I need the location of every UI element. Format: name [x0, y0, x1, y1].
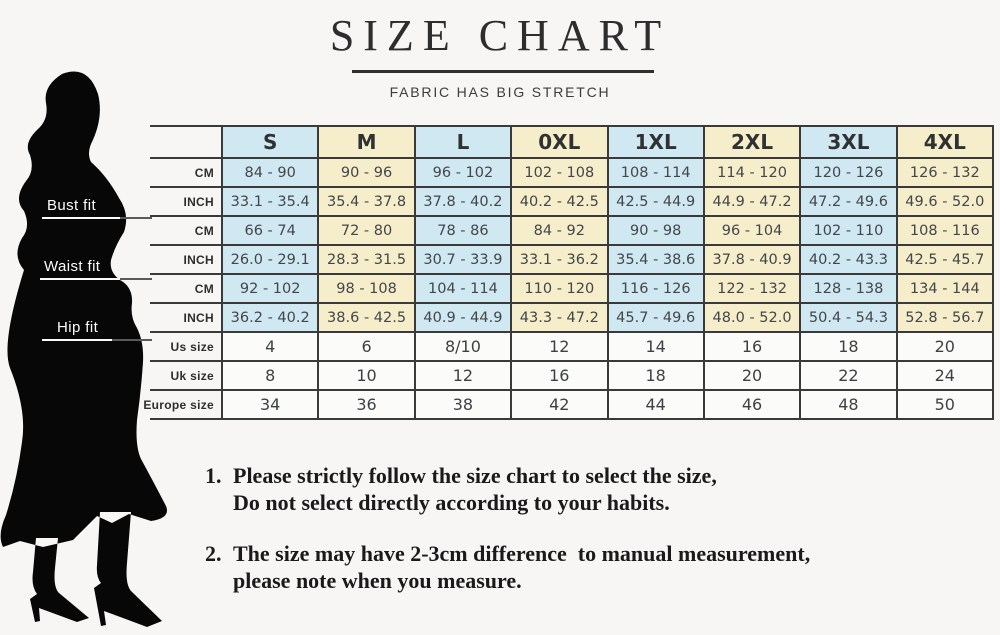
size-cell: 8/10 — [415, 332, 511, 361]
measurement-cell: 114 - 120 — [704, 158, 800, 187]
note-item — [205, 540, 810, 594]
measurement-cell: 44.9 - 47.2 — [704, 187, 800, 216]
size-cell: 48 — [800, 390, 896, 419]
size-cell: 20 — [704, 361, 800, 390]
note-number: 2. — [205, 541, 222, 566]
measurement-cell: 52.8 - 56.7 — [897, 303, 993, 332]
size-chart-table-container — [143, 125, 994, 420]
measurement-cell: 96 - 102 — [415, 158, 511, 187]
measurement-cell: 30.7 - 33.9 — [415, 245, 511, 274]
measurement-row — [150, 274, 993, 303]
note-text — [233, 540, 810, 594]
size-cell: 20 — [897, 332, 993, 361]
page-title: SIZE CHART — [329, 11, 671, 60]
measurement-cell: 37.8 - 40.9 — [704, 245, 800, 274]
measurement-cell: 66 - 74 — [222, 216, 318, 245]
measurement-cell: 48.0 - 52.0 — [704, 303, 800, 332]
measurement-cell: 98 - 108 — [318, 274, 414, 303]
measurement-row — [150, 158, 993, 187]
size-cell: 8 — [222, 361, 318, 390]
size-cell: 12 — [511, 332, 607, 361]
size-cell: 24 — [897, 361, 993, 390]
note-item — [205, 462, 717, 516]
size-system-label: Us size — [150, 332, 222, 361]
unit-label: INCH — [150, 303, 222, 332]
note-text — [233, 462, 717, 516]
size-cell: 50 — [897, 390, 993, 419]
measurement-cell: 38.6 - 42.5 — [318, 303, 414, 332]
measurement-cell: 92 - 102 — [222, 274, 318, 303]
measurement-cell: 122 - 132 — [704, 274, 800, 303]
size-conversion-row — [150, 361, 993, 390]
page-subtitle: FABRIC HAS BIG STRETCH — [389, 84, 611, 100]
measurement-cell: 116 - 126 — [608, 274, 704, 303]
measurement-cell: 43.3 - 47.2 — [511, 303, 607, 332]
size-cell: 38 — [415, 390, 511, 419]
measurement-cell: 96 - 104 — [704, 216, 800, 245]
hip-fit-label: Hip fit — [57, 319, 99, 336]
unit-label: CM — [150, 216, 222, 245]
measurement-row — [150, 245, 993, 274]
measurement-row — [150, 187, 993, 216]
measurement-cell: 45.7 - 49.6 — [608, 303, 704, 332]
measurement-cell: 35.4 - 37.8 — [318, 187, 414, 216]
size-column-header: 4XL — [897, 126, 993, 158]
hip-fit-leader-line — [108, 339, 152, 341]
note-line: Do not select directly according to your habits. — [233, 490, 670, 515]
size-column-header: 0XL — [511, 126, 607, 158]
unit-label: INCH — [150, 245, 222, 274]
size-chart-table — [143, 125, 994, 420]
bust-fit-label: Bust fit — [47, 197, 97, 214]
unit-label: CM — [150, 158, 222, 187]
measurement-cell: 37.8 - 40.2 — [415, 187, 511, 216]
size-system-label: Uk size — [150, 361, 222, 390]
measurement-cell: 42.5 - 45.7 — [897, 245, 993, 274]
size-column-header: 3XL — [800, 126, 896, 158]
size-column-header: L — [415, 126, 511, 158]
note-line: please note when you measure. — [233, 568, 522, 593]
measurement-cell: 40.9 - 44.9 — [415, 303, 511, 332]
size-column-header: 2XL — [704, 126, 800, 158]
waist-fit-underline — [40, 278, 120, 280]
measurement-row — [150, 216, 993, 245]
waist-fit-label: Waist fit — [44, 258, 101, 275]
measurement-cell: 72 - 80 — [318, 216, 414, 245]
size-cell: 16 — [511, 361, 607, 390]
measurement-cell: 120 - 126 — [800, 158, 896, 187]
note-number: 1. — [205, 463, 222, 488]
size-column-header: 1XL — [608, 126, 704, 158]
size-cell: 46 — [704, 390, 800, 419]
measurement-cell: 84 - 90 — [222, 158, 318, 187]
measurement-cell: 33.1 - 35.4 — [222, 187, 318, 216]
size-cell: 34 — [222, 390, 318, 419]
measurement-cell: 33.1 - 36.2 — [511, 245, 607, 274]
size-column-header: S — [222, 126, 318, 158]
size-system-label: Europe size — [150, 390, 222, 419]
measurement-cell: 35.4 - 38.6 — [608, 245, 704, 274]
size-cell: 44 — [608, 390, 704, 419]
measurement-cell: 102 - 110 — [800, 216, 896, 245]
measurement-cell: 134 - 144 — [897, 274, 993, 303]
measurement-cell: 50.4 - 54.3 — [800, 303, 896, 332]
measurement-cell: 102 - 108 — [511, 158, 607, 187]
measurement-cell: 40.2 - 43.3 — [800, 245, 896, 274]
note-line: Please strictly follow the size chart to select the size, — [233, 463, 717, 488]
size-cell: 18 — [608, 361, 704, 390]
size-cell: 42 — [511, 390, 607, 419]
measurement-cell: 90 - 98 — [608, 216, 704, 245]
waist-fit-leader-line — [116, 278, 152, 280]
size-conversion-row — [150, 390, 993, 419]
measurement-cell: 104 - 114 — [415, 274, 511, 303]
size-conversion-row — [150, 332, 993, 361]
size-cell: 12 — [415, 361, 511, 390]
size-cell: 10 — [318, 361, 414, 390]
size-cell: 18 — [800, 332, 896, 361]
measurement-cell: 26.0 - 29.1 — [222, 245, 318, 274]
measurement-cell: 108 - 114 — [608, 158, 704, 187]
measurement-cell: 126 - 132 — [897, 158, 993, 187]
measurement-cell: 108 - 116 — [897, 216, 993, 245]
size-cell: 22 — [800, 361, 896, 390]
size-cell: 4 — [222, 332, 318, 361]
measurement-cell: 84 - 92 — [511, 216, 607, 245]
measurement-cell: 28.3 - 31.5 — [318, 245, 414, 274]
bust-fit-underline — [42, 217, 120, 219]
table-corner-cell — [150, 126, 222, 158]
table-header-row — [150, 126, 993, 158]
unit-label: CM — [150, 274, 222, 303]
measurement-cell: 47.2 - 49.6 — [800, 187, 896, 216]
unit-label: INCH — [150, 187, 222, 216]
note-line: The size may have 2-3cm difference to manual measurement, — [233, 541, 811, 566]
size-column-header: M — [318, 126, 414, 158]
size-cell: 14 — [608, 332, 704, 361]
measurement-cell: 110 - 120 — [511, 274, 607, 303]
bust-fit-leader-line — [116, 217, 152, 219]
measurement-cell: 128 - 138 — [800, 274, 896, 303]
measurement-cell: 49.6 - 52.0 — [897, 187, 993, 216]
measurement-row — [150, 303, 993, 332]
size-cell: 36 — [318, 390, 414, 419]
measurement-cell: 36.2 - 40.2 — [222, 303, 318, 332]
hip-fit-underline — [42, 339, 112, 341]
measurement-cell: 90 - 96 — [318, 158, 414, 187]
measurement-cell: 40.2 - 42.5 — [511, 187, 607, 216]
size-cell: 6 — [318, 332, 414, 361]
measurement-cell: 42.5 - 44.9 — [608, 187, 704, 216]
size-cell: 16 — [704, 332, 800, 361]
measurement-cell: 78 - 86 — [415, 216, 511, 245]
title-underline — [352, 70, 654, 73]
